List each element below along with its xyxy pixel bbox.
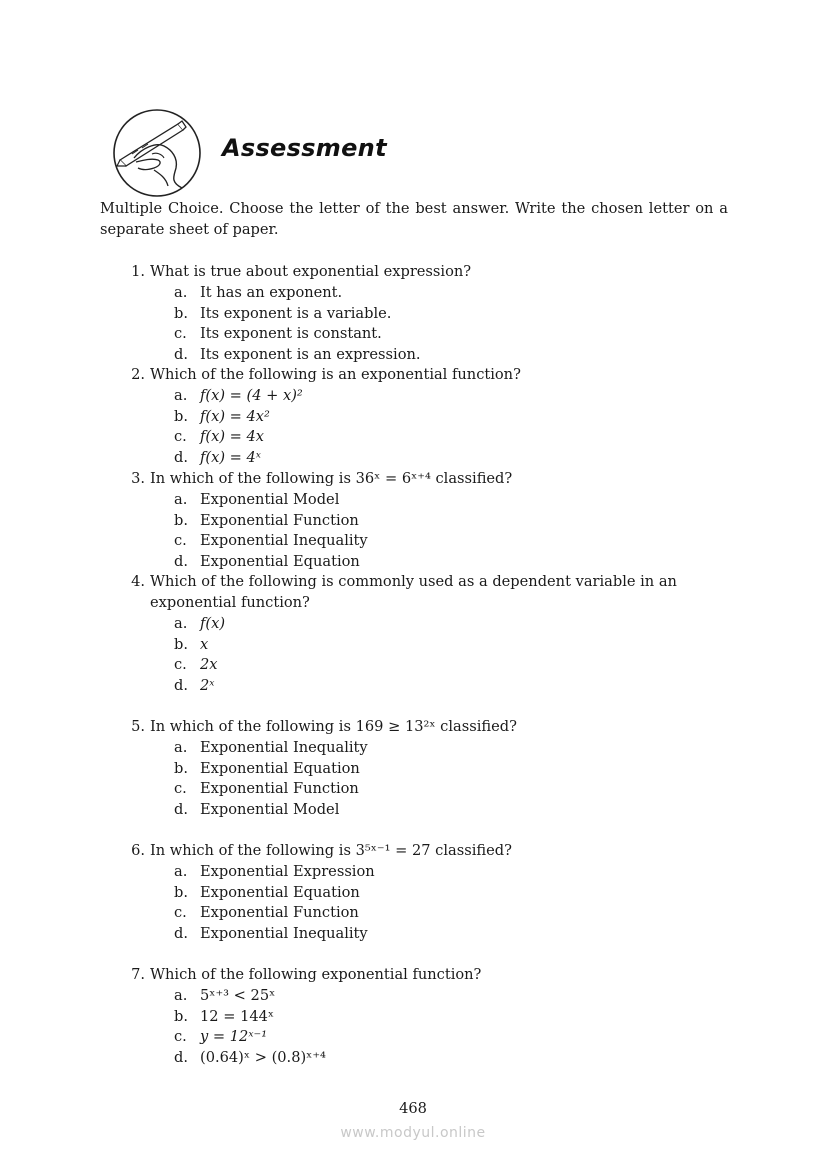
- option-letter: c.: [174, 656, 187, 673]
- option-letter: a.: [174, 615, 188, 632]
- option-text: Exponential Inequality: [200, 739, 368, 756]
- option-text: (0.64)ˣ > (0.8)ˣ⁺⁴: [200, 1048, 326, 1066]
- option-letter: a.: [174, 863, 188, 880]
- option-letter: d.: [174, 448, 188, 466]
- option-text: Exponential Expression: [200, 863, 375, 880]
- option-letter: c.: [174, 1028, 187, 1045]
- question-text-cont: exponential function?: [150, 594, 310, 611]
- option-text: y = 12ˣ⁻¹: [200, 1028, 268, 1045]
- option-letter: b.: [174, 635, 188, 653]
- option-text: Exponential Equation: [200, 883, 360, 901]
- option-text: Exponential Model: [200, 491, 340, 508]
- option-text: f(x): [200, 615, 226, 632]
- option-letter: a.: [174, 987, 188, 1004]
- question-number: 3.: [131, 470, 145, 487]
- option-letter: b.: [174, 883, 188, 901]
- option-letter: a.: [174, 491, 188, 508]
- question-text: In which of the following is 169 ≥ 13²ˣ classified?: [150, 718, 517, 735]
- question-text: In which of the following is 3⁵ˣ⁻¹ = 27 classified?: [150, 842, 512, 859]
- writing-hand-icon: [112, 108, 202, 198]
- option-letter: c.: [174, 325, 187, 342]
- option-letter: c.: [174, 904, 187, 921]
- option-text: 5ˣ⁺³ < 25ˣ: [200, 987, 276, 1004]
- option-letter: c.: [174, 532, 187, 549]
- option-text: Exponential Function: [200, 904, 359, 921]
- option-letter: b.: [174, 407, 188, 425]
- option-text: f(x) = 4ˣ: [200, 448, 261, 466]
- question-number: 2.: [131, 366, 145, 383]
- option-text: x: [200, 635, 209, 653]
- option-letter: c.: [174, 428, 187, 445]
- option-letter: c.: [174, 780, 187, 797]
- option-letter: d.: [174, 552, 188, 570]
- option-text: 2x: [200, 656, 218, 673]
- option-letter: b.: [174, 759, 188, 777]
- option-text: 12 = 144ˣ: [200, 1007, 275, 1025]
- instructions: Multiple Choice. Choose the letter of the best answer. Write the chosen letter on a separate sheet of paper.: [100, 200, 728, 238]
- option-text: Exponential Model: [200, 800, 340, 818]
- page-title: Assessment: [222, 134, 387, 162]
- option-letter: b.: [174, 304, 188, 322]
- option-text: Exponential Function: [200, 780, 359, 797]
- question-text: Which of the following is commonly used as a dependent variable in an: [150, 573, 677, 590]
- option-text: f(x) = 4x: [200, 428, 265, 445]
- option-text: 2ˣ: [200, 676, 215, 694]
- footer-watermark: www.modyul.online: [340, 1125, 486, 1141]
- question-number: 1.: [131, 263, 145, 280]
- option-letter: b.: [174, 511, 188, 529]
- option-letter: b.: [174, 1007, 188, 1025]
- option-text: f(x) = 4x²: [200, 407, 270, 425]
- option-letter: a.: [174, 284, 188, 301]
- question-number: 4.: [131, 573, 145, 590]
- option-letter: d.: [174, 1048, 188, 1066]
- option-text: Exponential Inequality: [200, 924, 368, 942]
- question-text: In which of the following is 36ˣ = 6ˣ⁺⁴ classified?: [150, 470, 513, 487]
- option-text: Exponential Function: [200, 511, 359, 529]
- question-number: 5.: [131, 718, 145, 735]
- option-letter: a.: [174, 387, 188, 404]
- option-text: Exponential Equation: [200, 759, 360, 777]
- option-text: Its exponent is a variable.: [200, 304, 392, 322]
- option-text: It has an exponent.: [200, 284, 343, 301]
- option-letter: d.: [174, 800, 188, 818]
- option-text: f(x) = (4 + x)²: [200, 387, 303, 404]
- option-text: Its exponent is an expression.: [200, 345, 421, 363]
- assessment-header: [112, 108, 512, 198]
- question-number: 6.: [131, 842, 145, 859]
- option-text: Exponential Equation: [200, 552, 360, 570]
- question-text: Which of the following exponential function?: [150, 966, 482, 983]
- question-text: Which of the following is an exponential function?: [150, 366, 521, 383]
- question-text: What is true about exponential expression?: [150, 263, 472, 280]
- option-letter: d.: [174, 924, 188, 942]
- option-text: Its exponent is constant.: [200, 325, 382, 342]
- question-number: 7.: [131, 966, 145, 983]
- option-text: Exponential Inequality: [200, 532, 368, 549]
- option-letter: a.: [174, 739, 188, 756]
- option-letter: d.: [174, 676, 188, 694]
- page-number: 468: [399, 1100, 427, 1117]
- option-letter: d.: [174, 345, 188, 363]
